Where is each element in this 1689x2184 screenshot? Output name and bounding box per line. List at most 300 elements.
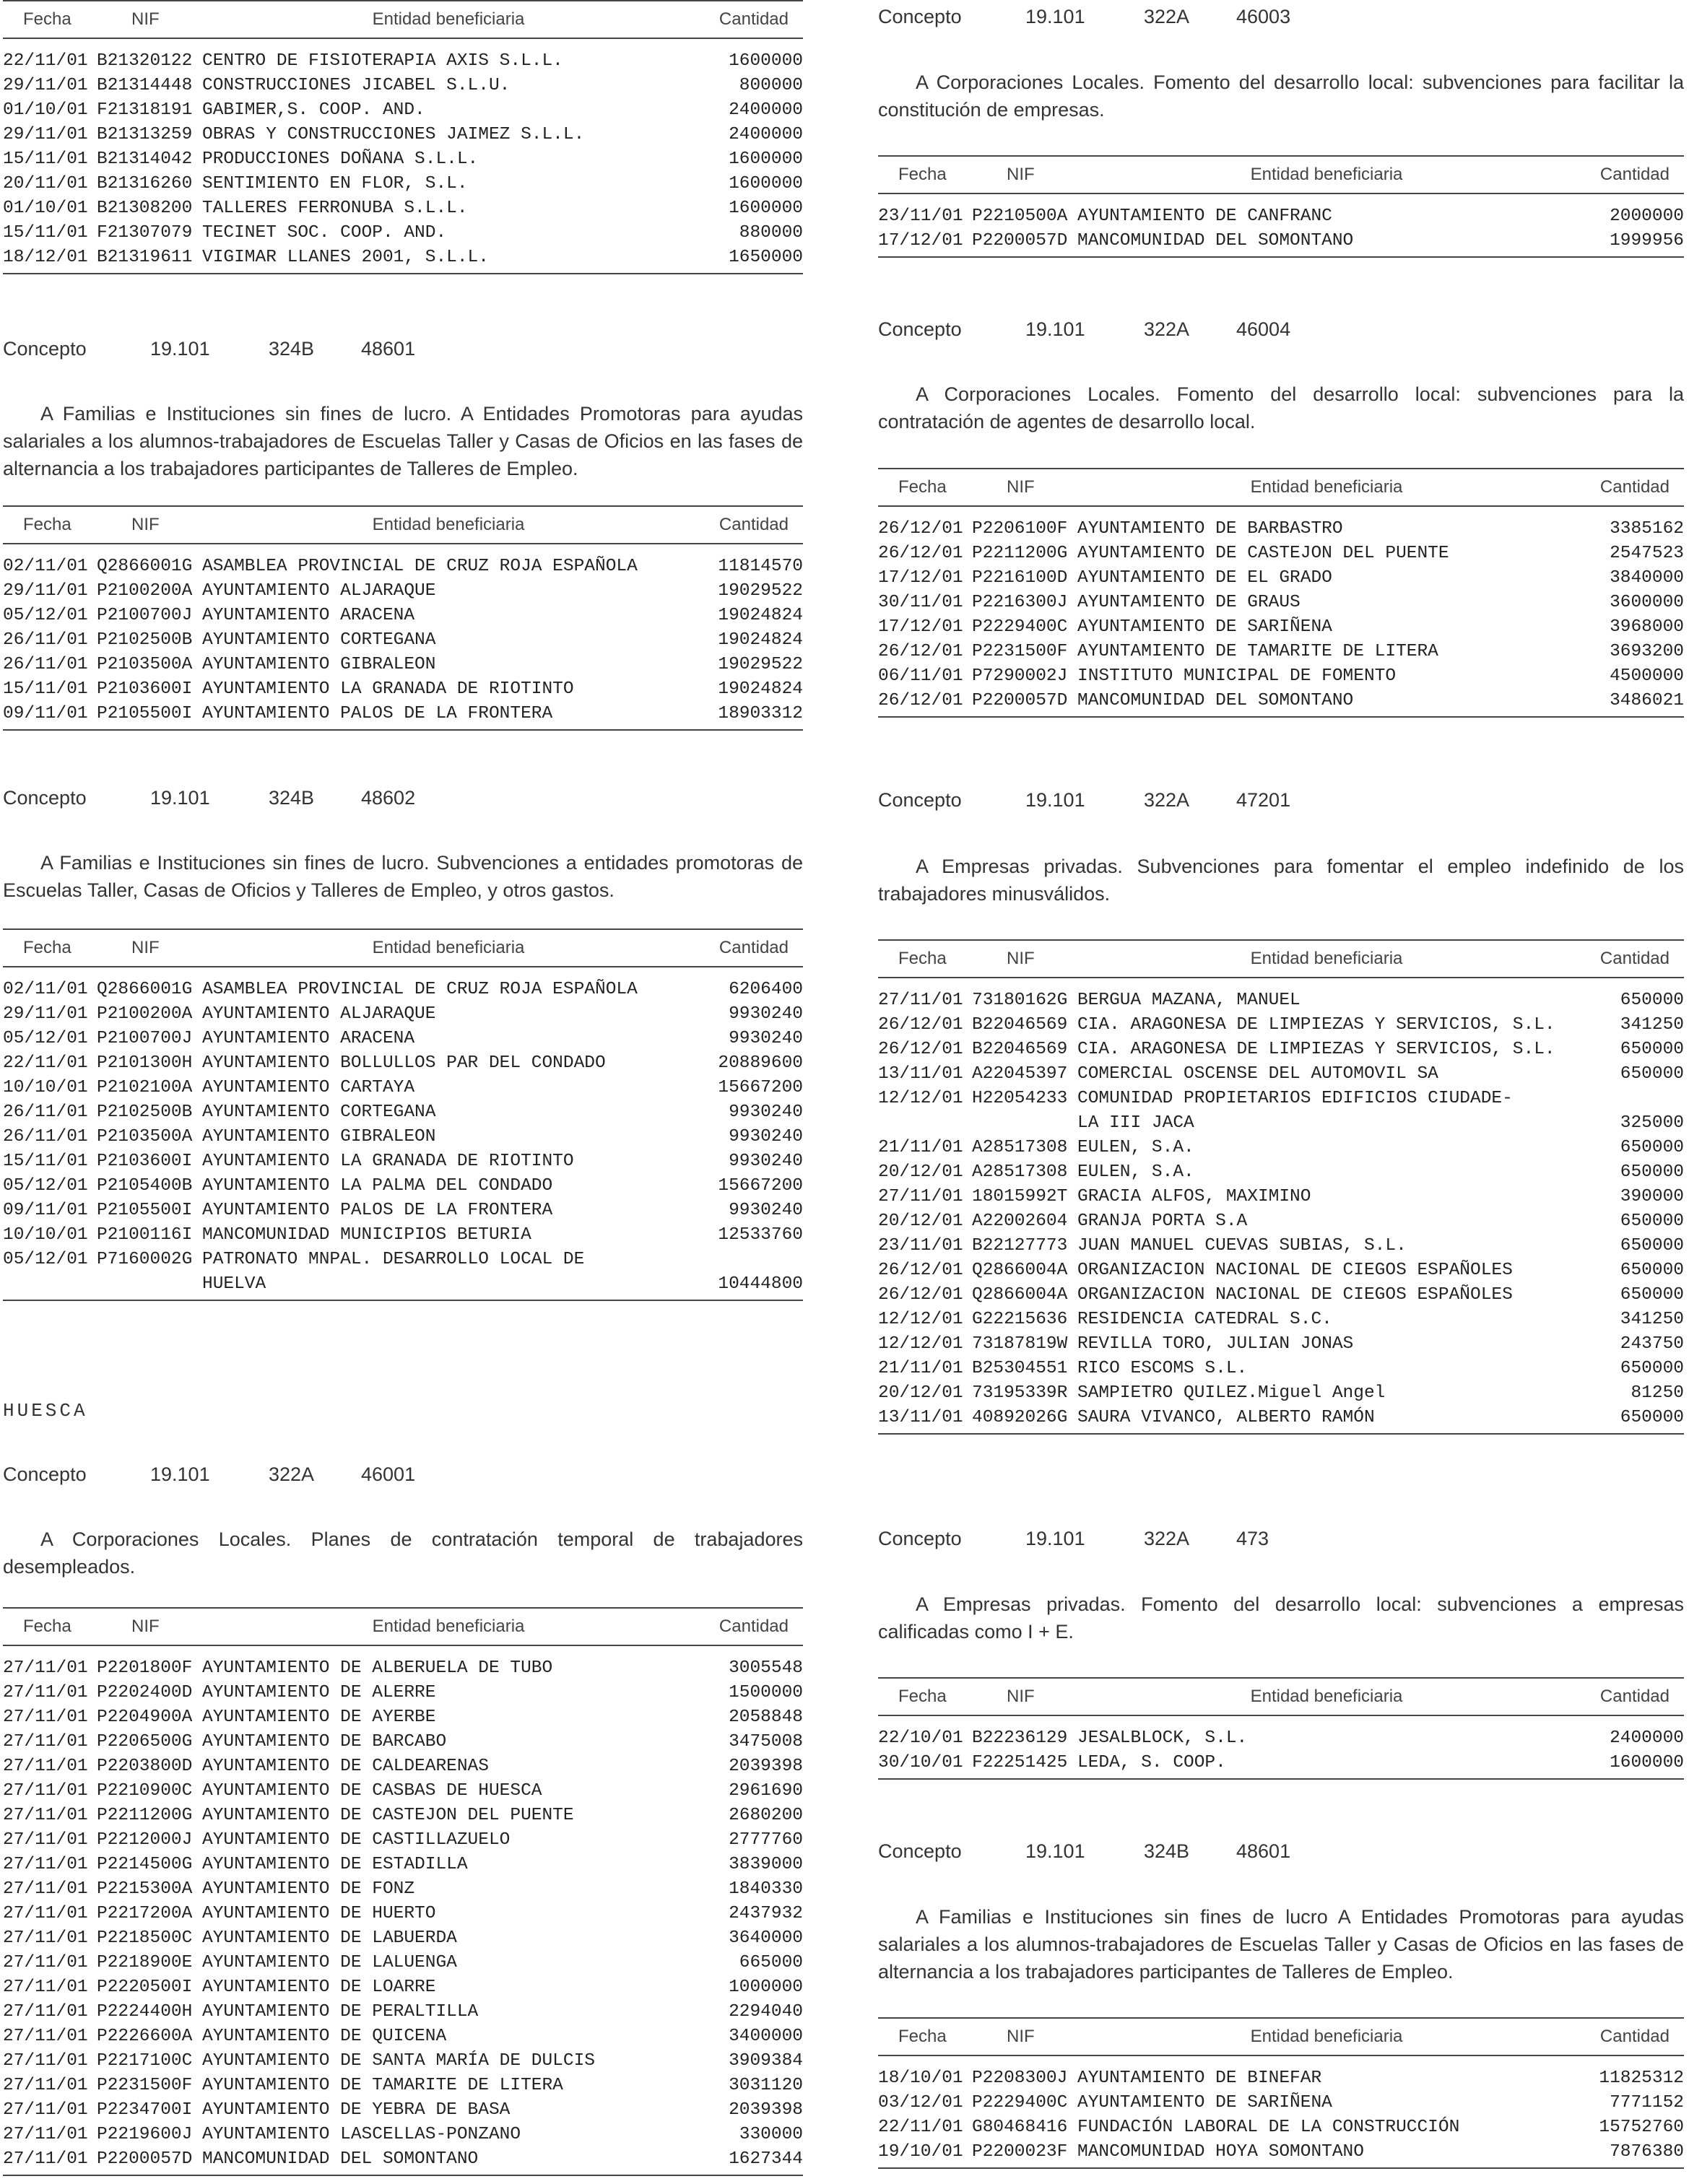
header-nif: NIF <box>972 1678 1077 1715</box>
table-row <box>3 38 803 74</box>
row-nif: B21319611 <box>97 248 193 267</box>
header-nif: NIF <box>97 506 202 544</box>
concepto-code-a: 19.101 <box>1025 6 1085 27</box>
row-fecha: 20/12/01 <box>878 1162 963 1182</box>
row-entidad: AYUNTAMIENTO DE PERALTILLA <box>202 2002 479 2022</box>
row-cantidad: 9930240 <box>729 1004 803 1024</box>
row-nif: P2229400C <box>972 2093 1068 2113</box>
row-entidad: AYUNTAMIENTO ARACENA <box>202 1029 415 1048</box>
row-nif: P2102500B <box>97 1102 193 1122</box>
row-entidad: AYUNTAMIENTO DE BARCABO <box>202 1732 447 1752</box>
row-cantidad: 1999956 <box>1610 231 1684 251</box>
row-cantidad: 3640000 <box>729 1928 803 1948</box>
table-block <box>3 928 803 1301</box>
table-row <box>878 664 1684 689</box>
concepto-line <box>878 1839 1684 1863</box>
header-cantidad: Cantidad <box>695 506 803 544</box>
row-entidad: BERGUA MAZANA, MANUEL <box>1077 991 1301 1010</box>
row-fecha: 26/11/01 <box>3 1127 88 1147</box>
row-cantidad: 3840000 <box>1610 568 1684 588</box>
row-nif: P2211200G <box>97 1806 193 1825</box>
row-entidad: AYUNTAMIENTO DE SANTA MARÍA DE DULCIS <box>202 2051 595 2071</box>
row-nif: B21314448 <box>97 76 193 95</box>
row-nif: P2220500I <box>97 1978 193 1997</box>
row-entidad: OBRAS Y CONSTRUCCIONES JAIMEZ S.L.L. <box>202 125 585 144</box>
row-entidad: EULEN, S.A. <box>1077 1138 1194 1157</box>
row-entidad: AYUNTAMIENTO DE SARIÑENA <box>1077 2093 1332 2113</box>
concepto-description: A Familias e Instituciones sin fines de lucro. A Entidades Promotoras para ayudas salariales a los alumnos-trabajadores de Escuelas Taller y Casas de Oficios en las fases de alternancia a los trabajadores participantes de Talleres de Empleo. <box>3 403 803 479</box>
table-row <box>3 123 803 147</box>
row-nif: P2200057D <box>972 691 1068 710</box>
concepto-code-b: 324B <box>269 338 315 360</box>
row-nif: B25304551 <box>972 1359 1068 1378</box>
row-fecha: 02/11/01 <box>3 557 88 576</box>
row-entidad: AYUNTAMIENTO DE LALUENGA <box>202 1953 457 1972</box>
row-nif: P2234700I <box>97 2100 193 2120</box>
row-nif: P2100700J <box>97 1029 193 1048</box>
row-nif: P2219600J <box>97 2125 193 2144</box>
row-entidad: AYUNTAMIENTO ALJARAQUE <box>202 581 436 601</box>
row-entidad: AYUNTAMIENTO DE CANFRANC <box>1077 206 1332 226</box>
row-nif: P2206100F <box>972 519 1068 539</box>
header-nif: NIF <box>972 156 1077 193</box>
row-fecha: 26/12/01 <box>878 1040 963 1059</box>
table-row <box>878 2115 1684 2140</box>
row-fecha: 12/12/01 <box>878 1310 963 1329</box>
concepto-label: Concepto <box>878 318 962 340</box>
row-cantidad: 7876380 <box>1610 2142 1684 2162</box>
row-nif: P2102500B <box>97 630 193 650</box>
row-fecha: 19/10/01 <box>878 2142 963 2162</box>
table-row <box>878 591 1684 615</box>
concepto-line <box>878 788 1684 812</box>
table-row <box>3 1779 803 1804</box>
row-nif: A28517308 <box>972 1162 1068 1182</box>
concepto-label: Concepto <box>3 338 87 360</box>
row-nif: P2202400D <box>97 1683 193 1702</box>
row-cantidad: 3385162 <box>1610 519 1684 539</box>
row-fecha: 18/10/01 <box>878 2068 963 2088</box>
row-cantidad: 2680200 <box>729 1806 803 1825</box>
row-cantidad: 2961690 <box>729 1781 803 1801</box>
row-entidad: AYUNTAMIENTO DE TAMARITE DE LITERA <box>1077 642 1438 661</box>
row-cantidad: 1840330 <box>729 1879 803 1899</box>
row-fecha: 17/12/01 <box>878 568 963 588</box>
table-row <box>3 628 803 653</box>
row-nif: 18015992T <box>972 1187 1068 1206</box>
concepto-label: Concepto <box>878 1528 962 1549</box>
row-cantidad: 7771152 <box>1610 2093 1684 2113</box>
header-nif: NIF <box>972 940 1077 978</box>
row-nif: P2226600A <box>97 2027 193 2046</box>
row-fecha: 27/11/01 <box>3 1855 88 1874</box>
table-row <box>3 2074 803 2098</box>
row-fecha: 10/10/01 <box>3 1225 88 1245</box>
table-row <box>878 229 1684 257</box>
row-cantidad: 1600000 <box>729 149 803 169</box>
row-fecha: 15/11/01 <box>3 679 88 699</box>
table-row <box>3 1853 803 1877</box>
row-nif: P2200023F <box>972 2142 1068 2162</box>
row-cantidad: 650000 <box>1620 1138 1684 1157</box>
row-cantidad: 650000 <box>1620 1162 1684 1182</box>
table-block <box>3 0 803 274</box>
table-row <box>3 1125 803 1149</box>
row-nif: 73195339R <box>972 1383 1068 1403</box>
table-row <box>878 1381 1684 1406</box>
row-fecha: 21/11/01 <box>878 1359 963 1378</box>
row-fecha: 05/12/01 <box>3 1250 88 1269</box>
row-entidad: LEDA, S. COOP. <box>1077 1753 1226 1772</box>
table-row <box>3 1223 803 1248</box>
table-row <box>3 1730 803 1754</box>
row-fecha: 26/11/01 <box>3 655 88 674</box>
row-nif: G80468416 <box>972 2118 1068 2137</box>
row-cantidad: 800000 <box>739 76 803 95</box>
row-entidad: AYUNTAMIENTO DE AYERBE <box>202 1707 436 1727</box>
concepto-description: A Corporaciones Locales. Fomento del desarrollo local: subvenciones para la contratación de agentes de desarrollo local. <box>878 383 1684 432</box>
row-nif: P2103500A <box>97 655 193 674</box>
row-fecha: 27/11/01 <box>3 1904 88 1923</box>
row-nif: P2217100C <box>97 2051 193 2071</box>
row-entidad: VIGIMAR LLANES 2001, S.L.L. <box>202 248 489 267</box>
row-fecha: 01/10/01 <box>3 199 88 218</box>
row-cantidad: 665000 <box>739 1953 803 1972</box>
row-fecha: 27/11/01 <box>3 2076 88 2095</box>
table-row <box>3 1002 803 1027</box>
row-cantidad: 330000 <box>739 2125 803 2144</box>
row-nif: P2210500A <box>972 206 1068 226</box>
concepto-label: Concepto <box>3 1463 87 1485</box>
row-nif: P2218500C <box>97 1928 193 1948</box>
row-cantidad: 2294040 <box>729 2002 803 2022</box>
row-entidad: AYUNTAMIENTO DE ESTADILLA <box>202 1855 468 1874</box>
row-cantidad: 1600000 <box>729 51 803 71</box>
row-fecha: 13/11/01 <box>878 1064 963 1084</box>
row-fecha: 26/12/01 <box>878 691 963 710</box>
row-entidad: AYUNTAMIENTO DE QUICENA <box>202 2027 447 2046</box>
row-cantidad: 3400000 <box>729 2027 803 2046</box>
row-fecha: 27/11/01 <box>3 1732 88 1752</box>
table-row <box>3 1705 803 1730</box>
row-cantidad: 3475008 <box>729 1732 803 1752</box>
table-row <box>3 147 803 172</box>
row-entidad: INSTITUTO MUNICIPAL DE FOMENTO <box>1077 666 1397 686</box>
row-fecha: 26/12/01 <box>878 1261 963 1280</box>
row-entidad: SENTIMIENTO EN FLOR, S.L. <box>202 174 468 193</box>
table-row <box>878 2140 1684 2168</box>
row-cantidad: 325000 <box>1620 1113 1684 1133</box>
row-cantidad: 4500000 <box>1610 666 1684 686</box>
row-nif: P2204900A <box>97 1707 193 1727</box>
row-fecha: 27/11/01 <box>3 1707 88 1727</box>
row-nif: P2215300A <box>97 1879 193 1899</box>
table-row <box>878 1751 1684 1779</box>
row-cantidad: 18903312 <box>718 704 803 723</box>
row-entidad: SAURA VIVANCO, ALBERTO RAMÓN <box>1077 1408 1375 1427</box>
row-cantidad: 2039398 <box>729 2100 803 2120</box>
row-nif: P2105500I <box>97 1201 193 1220</box>
row-fecha: 27/11/01 <box>3 1879 88 1899</box>
row-cantidad: 1000000 <box>729 1978 803 1997</box>
table-block <box>3 505 803 731</box>
row-fecha: 27/11/01 <box>878 991 963 1010</box>
table-row <box>878 2091 1684 2115</box>
row-cantidad: 650000 <box>1620 1211 1684 1231</box>
row-cantidad: 3031120 <box>729 2076 803 2095</box>
table-row <box>878 1185 1684 1209</box>
row-cantidad: 19029522 <box>718 581 803 601</box>
row-nif: B21316260 <box>97 174 193 193</box>
row-entidad: AYUNTAMIENTO DE BARBASTRO <box>1077 519 1343 539</box>
concepto-code-a: 19.101 <box>1025 789 1085 811</box>
beneficiary-table <box>3 928 803 1301</box>
row-fecha: 27/11/01 <box>3 1928 88 1948</box>
row-fecha: 26/11/01 <box>3 1102 88 1122</box>
table-row <box>3 1975 803 2000</box>
row-cantidad: 650000 <box>1620 1285 1684 1305</box>
row-entidad: AYUNTAMIENTO DE LOARRE <box>202 1978 436 1997</box>
row-entidad: AYUNTAMIENTO LA GRANADA DE RIOTINTO <box>202 679 574 699</box>
table-row <box>3 1027 803 1051</box>
row-entidad: JESALBLOCK, S.L. <box>1077 1728 1248 1748</box>
row-cantidad: 3968000 <box>1610 617 1684 637</box>
row-fecha: 22/11/01 <box>3 1053 88 1073</box>
table-row <box>3 1149 803 1174</box>
table-row <box>878 541 1684 566</box>
row-cantidad: 11814570 <box>718 557 803 576</box>
row-cantidad: 15752760 <box>1599 2118 1684 2137</box>
concepto-code-b: 324B <box>269 787 315 809</box>
table-row <box>878 1087 1684 1136</box>
row-cantidad: 2547523 <box>1610 544 1684 563</box>
beneficiary-table <box>3 1607 803 2176</box>
row-cantidad: 880000 <box>739 223 803 243</box>
table-row <box>878 1357 1684 1381</box>
table-row <box>878 1406 1684 1434</box>
row-fecha: 21/11/01 <box>878 1138 963 1157</box>
row-cantidad: 9930240 <box>729 1127 803 1147</box>
header-nif: NIF <box>97 929 202 967</box>
beneficiary-table <box>878 2017 1684 2169</box>
row-nif: P2203800D <box>97 1757 193 1776</box>
row-fecha: 29/11/01 <box>3 125 88 144</box>
row-fecha: 06/11/01 <box>878 666 963 686</box>
row-entidad: SAMPIETRO QUILEZ.Miguel Angel <box>1077 1383 1386 1403</box>
table-row <box>3 967 803 1002</box>
concepto-code-a: 19.101 <box>1025 1840 1085 1862</box>
table-block <box>878 468 1684 718</box>
row-cantidad: 243750 <box>1620 1334 1684 1354</box>
row-fecha: 17/12/01 <box>878 617 963 637</box>
row-nif: P7290002J <box>972 666 1068 686</box>
table-row <box>3 653 803 677</box>
row-fecha: 02/11/01 <box>3 980 88 999</box>
header-entidad: Entidad beneficiaria <box>1077 940 1576 978</box>
row-entidad: AYUNTAMIENTO BOLLULLOS PAR DEL CONDADO <box>202 1053 606 1073</box>
row-cantidad: 9930240 <box>729 1152 803 1171</box>
row-fecha: 27/11/01 <box>3 2100 88 2120</box>
row-fecha: 27/11/01 <box>3 1953 88 1972</box>
row-nif: F21318191 <box>97 100 193 120</box>
row-entidad: AYUNTAMIENTO DE CASTEJON DEL PUENTE <box>1077 544 1449 563</box>
row-entidad: AYUNTAMIENTO DE CASTILLAZUELO <box>202 1830 511 1850</box>
row-entidad: AYUNTAMIENTO DE ALERRE <box>202 1683 436 1702</box>
row-entidad: AYUNTAMIENTO LASCELLAS-PONZANO <box>202 2125 521 2144</box>
concepto-description: A Familias e Instituciones sin fines de lucro. Subvenciones a entidades promotoras de Escuelas Taller, Casas de Oficios y Talleres de Empleo, y otros gastos. <box>3 852 803 901</box>
row-entidad: AYUNTAMIENTO ARACENA <box>202 606 415 625</box>
table-row <box>3 579 803 604</box>
table-row <box>3 2024 803 2049</box>
row-cantidad: 19024824 <box>718 679 803 699</box>
row-cantidad: 10444800 <box>718 1274 803 1294</box>
header-entidad: Entidad beneficiaria <box>202 1608 695 1645</box>
header-nif: NIF <box>97 1608 202 1645</box>
row-cantidad: 2400000 <box>729 125 803 144</box>
row-cantidad: 1500000 <box>729 1683 803 1702</box>
table-row <box>878 1160 1684 1185</box>
table-row <box>878 193 1684 229</box>
table-row <box>3 1902 803 1926</box>
row-nif: H22054233 <box>972 1089 1068 1108</box>
row-cantidad: 341250 <box>1620 1310 1684 1329</box>
row-cantidad: 9930240 <box>729 1102 803 1122</box>
row-cantidad: 650000 <box>1620 1359 1684 1378</box>
row-fecha: 26/11/01 <box>3 630 88 650</box>
row-fecha: 27/11/01 <box>3 1830 88 1850</box>
row-fecha: 20/12/01 <box>878 1383 963 1403</box>
row-nif: Q2866001G <box>97 980 193 999</box>
row-nif: 40892026G <box>972 1408 1068 1427</box>
row-nif: B22127773 <box>972 1236 1068 1256</box>
table-block <box>878 155 1684 258</box>
row-entidad: TECINET SOC. COOP. AND. <box>202 223 447 243</box>
row-nif: P2208300J <box>972 2068 1068 2088</box>
row-cantidad: 341250 <box>1620 1015 1684 1035</box>
row-fecha: 22/10/01 <box>878 1728 963 1748</box>
concepto-code-c: 48601 <box>361 338 416 360</box>
header-fecha: Fecha <box>3 929 97 967</box>
concepto-code-c: 46001 <box>361 1463 416 1485</box>
table-row <box>3 196 803 221</box>
concepto-code-b: 324B <box>1144 1840 1190 1862</box>
row-cantidad: 2400000 <box>1610 1728 1684 1748</box>
header-entidad: Entidad beneficiaria <box>1077 1678 1576 1715</box>
beneficiary-table <box>3 0 803 274</box>
row-nif: P2105400B <box>97 1176 193 1196</box>
row-fecha: 27/11/01 <box>3 2027 88 2046</box>
row-nif: B21308200 <box>97 199 193 218</box>
row-entidad: AYUNTAMIENTO GIBRALEON <box>202 655 436 674</box>
table-row <box>878 1209 1684 1234</box>
row-fecha: 26/12/01 <box>878 642 963 661</box>
row-nif: G22215636 <box>972 1310 1068 1329</box>
row-fecha: 09/11/01 <box>3 1201 88 1220</box>
table-row <box>3 2123 803 2147</box>
row-entidad: AYUNTAMIENTO GIBRALEON <box>202 1127 436 1147</box>
row-nif: P2218900E <box>97 1953 193 1972</box>
table-row <box>3 2098 803 2123</box>
concepto-label: Concepto <box>878 789 962 811</box>
row-nif: P7160002G <box>97 1250 193 1269</box>
table-row <box>3 1951 803 1975</box>
row-nif: P2100116I <box>97 1225 193 1245</box>
table-row <box>3 544 803 579</box>
table-row <box>3 1681 803 1705</box>
row-entidad: CENTRO DE FISIOTERAPIA AXIS S.L.L. <box>202 51 563 71</box>
concepto-code-a: 19.101 <box>150 338 210 360</box>
concepto-description: A Empresas privadas. Fomento del desarrollo local: subvenciones a empresas calificadas como I + E. <box>878 1593 1684 1643</box>
table-row <box>3 702 803 730</box>
row-entidad: ORGANIZACION NACIONAL DE CIEGOS ESPAÑOLES <box>1077 1285 1513 1305</box>
row-fecha: 27/11/01 <box>878 1187 963 1206</box>
header-entidad: Entidad beneficiaria <box>202 929 695 967</box>
table-row <box>878 978 1684 1013</box>
row-fecha: 27/11/01 <box>3 1781 88 1801</box>
row-entidad: AYUNTAMIENTO DE EL GRADO <box>1077 568 1332 588</box>
row-fecha: 22/11/01 <box>878 2118 963 2137</box>
table-row <box>878 615 1684 640</box>
row-fecha: 27/11/01 <box>3 1757 88 1776</box>
row-entidad: FUNDACIÓN LABORAL DE LA CONSTRUCCIÓN <box>1077 2118 1460 2137</box>
row-nif: P2229400C <box>972 617 1068 637</box>
header-entidad: Entidad beneficiaria <box>1077 469 1576 506</box>
table-row <box>878 1136 1684 1160</box>
row-cantidad: 6206400 <box>729 980 803 999</box>
row-nif: Q2866004A <box>972 1261 1068 1280</box>
header-cantidad: Cantidad <box>695 929 803 967</box>
concepto-line <box>878 317 1684 341</box>
table-row <box>878 1308 1684 1332</box>
table-row <box>3 1174 803 1198</box>
row-fecha: 27/11/01 <box>3 1978 88 1997</box>
row-entidad: AYUNTAMIENTO CARTAYA <box>202 1078 415 1097</box>
row-nif: P2200057D <box>97 2149 193 2169</box>
header-fecha: Fecha <box>878 1678 972 1715</box>
table-row <box>3 604 803 628</box>
table-row <box>878 1062 1684 1087</box>
row-nif: A22002604 <box>972 1211 1068 1231</box>
row-entidad: AYUNTAMIENTO DE FONZ <box>202 1879 415 1899</box>
concepto-code-b: 322A <box>269 1463 315 1485</box>
row-fecha: 10/10/01 <box>3 1078 88 1097</box>
beneficiary-table <box>3 505 803 731</box>
concepto-line <box>3 786 803 810</box>
row-entidad: GABIMER,S. COOP. AND. <box>202 100 425 120</box>
row-nif: 73180162G <box>972 991 1068 1010</box>
row-entidad: AYUNTAMIENTO CORTEGANA <box>202 1102 436 1122</box>
table-row <box>3 1828 803 1853</box>
row-nif: B21320122 <box>97 51 193 71</box>
row-entidad: CIA. ARAGONESA DE LIMPIEZAS Y SERVICIOS, S.L. <box>1077 1040 1555 1059</box>
row-entidad: AYUNTAMIENTO DE YEBRA DE BASA <box>202 2100 511 2120</box>
concepto-code-c: 473 <box>1236 1528 1269 1549</box>
row-entidad: AYUNTAMIENTO CORTEGANA <box>202 630 436 650</box>
row-nif: P2206500G <box>97 1732 193 1752</box>
row-cantidad: 3909384 <box>729 2051 803 2071</box>
header-cantidad: Cantidad <box>1576 1678 1684 1715</box>
concepto-code-a: 19.101 <box>1025 1528 1085 1549</box>
concepto-label: Concepto <box>878 1840 962 1862</box>
header-entidad: Entidad beneficiaria <box>202 1 695 38</box>
row-cantidad: 19024824 <box>718 630 803 650</box>
concepto-description: A Empresas privadas. Subvenciones para fomentar el empleo indefinido de los trabajadores minusválidos. <box>878 856 1684 905</box>
row-nif: B21313259 <box>97 125 193 144</box>
concepto-description: A Familias e Instituciones sin fines de lucro A Entidades Promotoras para ayudas salariales a los alumnos-trabajadores de Escuelas Taller y Casas de Oficios en las fases de alternancia a los trabajadores participantes de Talleres de Empleo. <box>878 1906 1684 1983</box>
row-nif: P2102100A <box>97 1078 193 1097</box>
row-cantidad: 1627344 <box>729 2149 803 2169</box>
row-fecha: 27/11/01 <box>3 2002 88 2022</box>
